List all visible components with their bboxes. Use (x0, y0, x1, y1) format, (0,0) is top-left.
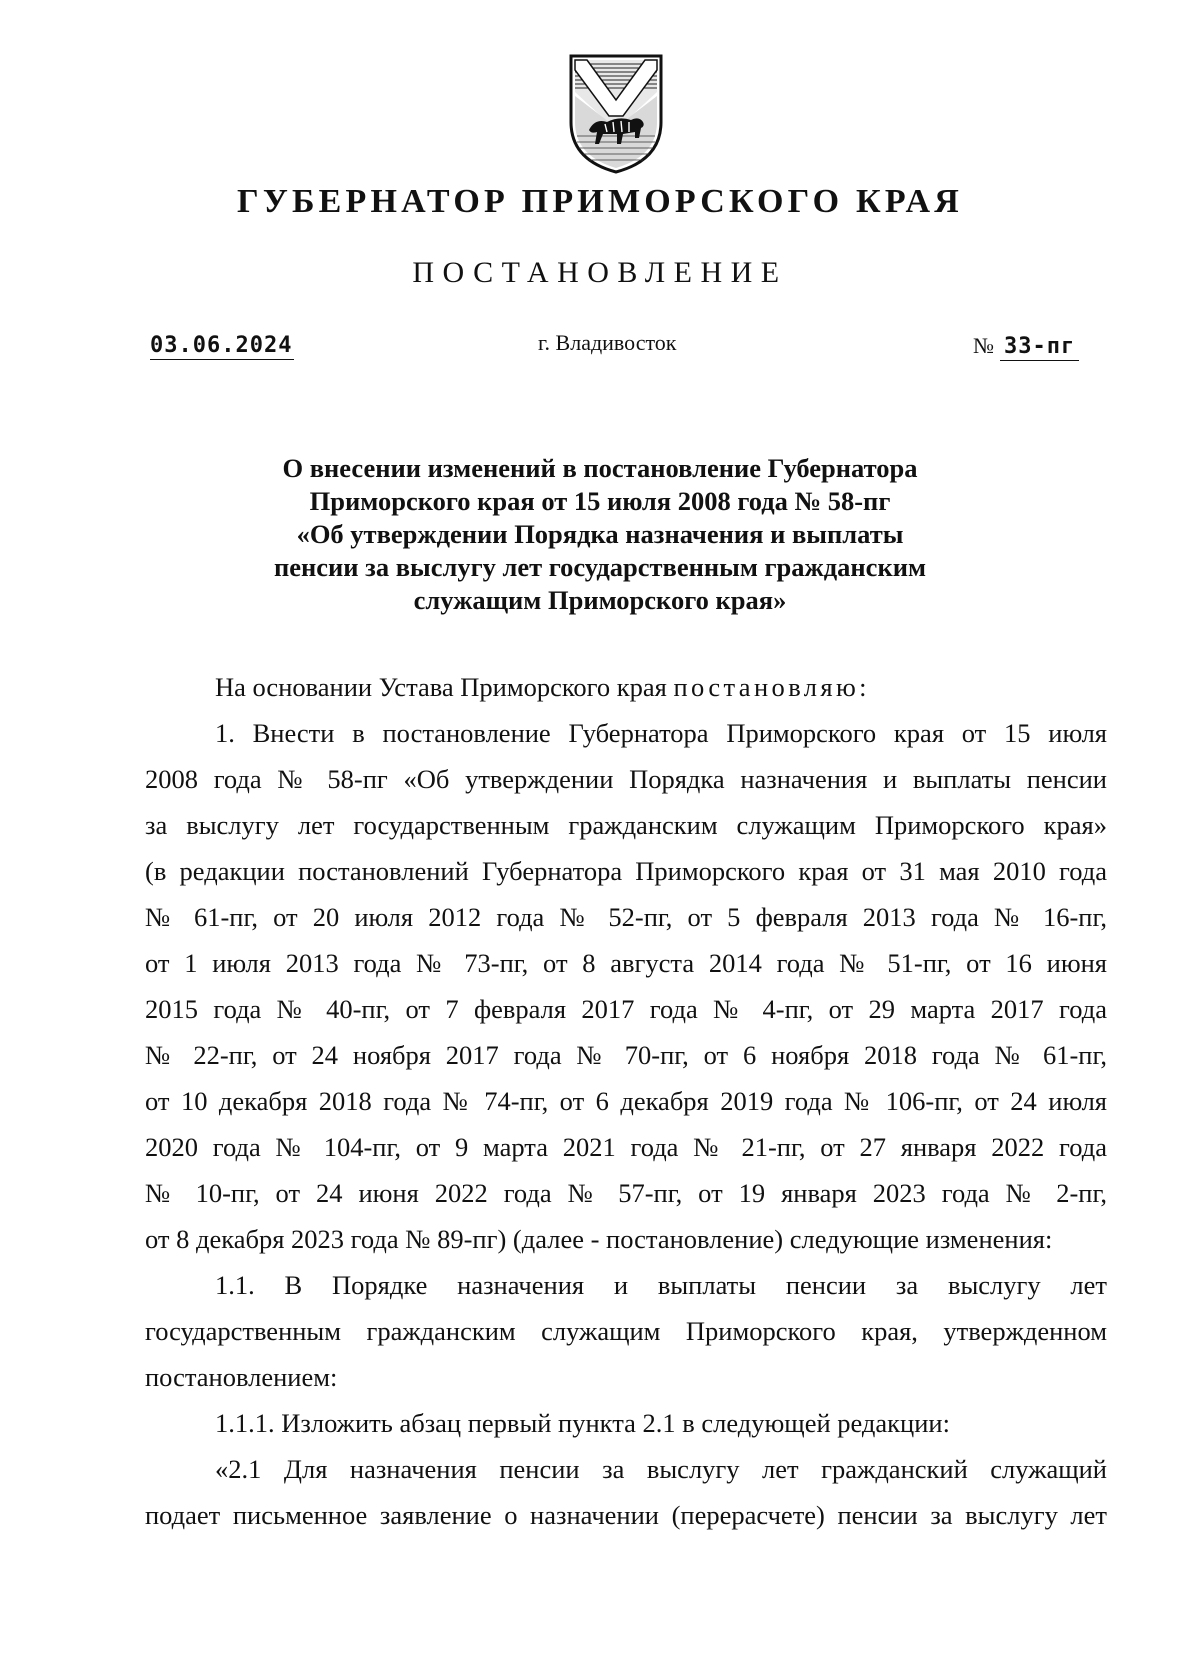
body-line: № 22-пг, от 24 ноября 2017 года № 70-пг, от 6 ноября 2018 года № 61-пг, (145, 1040, 1107, 1070)
coat-of-arms-icon (567, 52, 665, 176)
body-line: постановлением: (145, 1362, 338, 1392)
document-date: 03.06.2024 (150, 333, 293, 358)
body-line: от 10 декабря 2018 года № 74-пг, от 6 декабря 2019 года № 106-пг, от 24 июля (145, 1086, 1107, 1116)
issuing-authority: ГУБЕРНАТОР ПРИМОРСКОГО КРАЯ (237, 183, 963, 220)
title-line: Приморского края от 15 июля 2008 года № 58-пг (309, 486, 891, 516)
body-line: от 8 декабря 2023 года № 89-пг) (далее - постановление) следующие изменения: (145, 1224, 1053, 1254)
body-line: (в редакции постановлений Губернатора Приморского края от 31 мая 2010 года (145, 856, 1107, 886)
body-line: 2015 года № 40-пг, от 7 февраля 2017 года № 4-пг, от 29 марта 2017 года (145, 994, 1107, 1024)
body-line: «2.1 Для назначения пенсии за выслугу лет гражданский служащий (215, 1454, 1107, 1484)
body-line: 1.1.1. Изложить абзац первый пункта 2.1 в следующей редакции: (215, 1408, 950, 1438)
document-city: г. Владивосток (538, 330, 677, 355)
body-line: № 61-пг, от 20 июля 2012 года № 52-пг, от 5 февраля 2013 года № 16-пг, (145, 902, 1107, 932)
body-line: подает письменное заявление о назначении (перерасчете) пенсии за выслугу лет (145, 1500, 1107, 1530)
title-line: пенсии за выслугу лет государственным гражданским (273, 552, 927, 582)
body-line: 1.1. В Порядке назначения и выплаты пенсии за выслугу лет (215, 1270, 1107, 1300)
preamble-paragraph (145, 664, 1107, 710)
body-line: за выслугу лет государственным гражданским служащим Приморского края» (145, 810, 1107, 840)
preamble-resolution-word: постановляю: (673, 672, 870, 702)
title-line: «Об утверждении Порядка назначения и выплаты (296, 519, 904, 549)
document-title (150, 452, 1050, 617)
title-line: служащим Приморского края» (413, 585, 787, 615)
document-type: ПОСТАНОВЛЕНИЕ (412, 256, 788, 289)
body-line: № 10-пг, от 24 июня 2022 года № 57-пг, от 19 января 2023 года № 2-пг, (145, 1178, 1107, 1208)
body-line: от 1 июля 2013 года № 73-пг, от 8 августа 2014 года № 51-пг, от 16 июня (145, 948, 1107, 978)
body-line: государственным гражданским служащим Приморского края, утвержденном (145, 1316, 1107, 1346)
body-line: 1. Внести в постановление Губернатора Приморского края от 15 июля (215, 718, 1107, 748)
number-value: 33-пг (1000, 334, 1079, 361)
number-sign: № (973, 333, 994, 358)
document-number (973, 333, 1079, 359)
body-line: 2008 года № 58-пг «Об утверждении Порядка назначения и выплаты пенсии (145, 764, 1107, 794)
preamble-text: На основании Устава Приморского края (215, 672, 667, 702)
document-body (145, 664, 1107, 1538)
title-line: О внесении изменений в постановление Губернатора (282, 453, 918, 483)
body-line: 2020 года № 104-пг, от 9 марта 2021 года № 21-пг, от 27 января 2022 года (145, 1132, 1107, 1162)
